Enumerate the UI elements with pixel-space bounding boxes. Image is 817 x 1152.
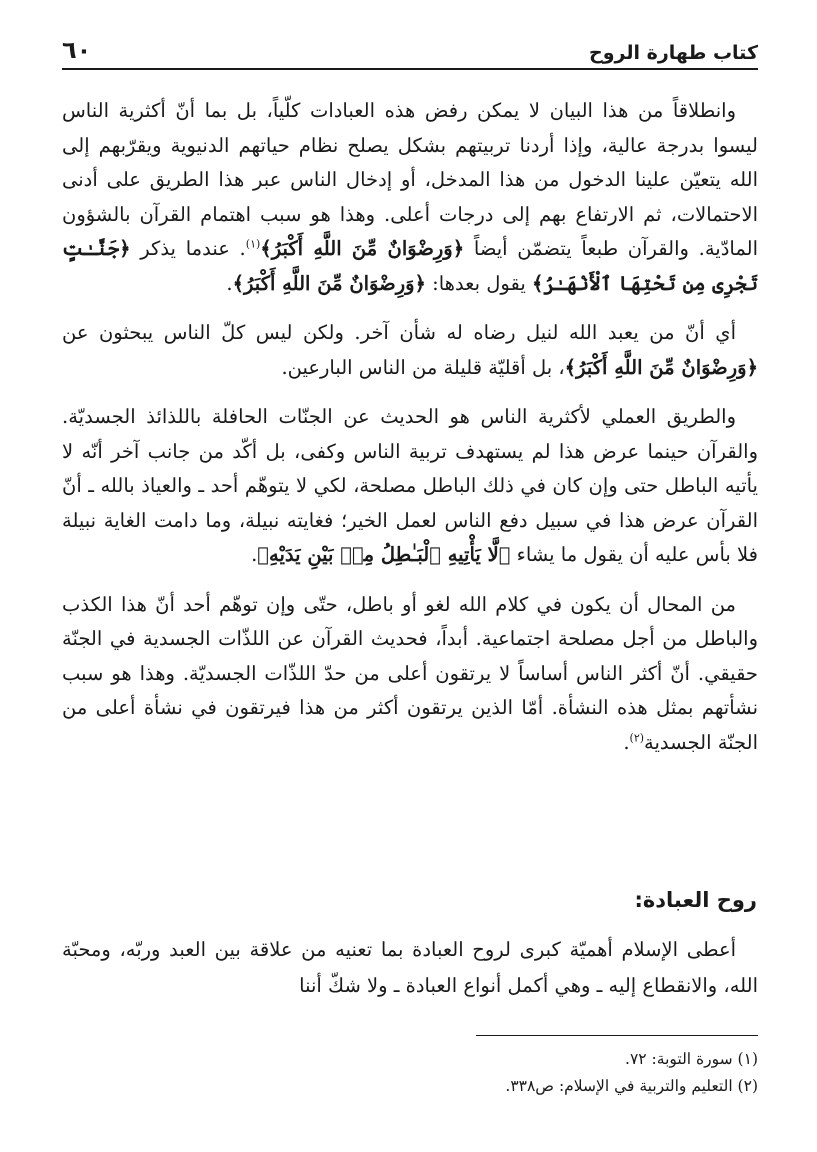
paragraph-text: وانطلاقاً من هذا البيان لا يمكن رفض هذه العبادات كلّياً، بل بما أنّ أكثرية الناس ليسوا بدرجة عالية، وإذا أردنا تربيتهم بشكل يصلح نظام حياتهم الدنيوية ويقرّبهم إلى الله يتعيّن علينا الدخول من هذا المدخل، أو إدخال الناس عبر هذا الطريق على أدنى الاحتمالات، ثم الارتفاع بهم إلى درجات أعلى. وهذا هو سبب اهتمام القرآن بالشؤون المادّية. والقرآن طبعاً يتضمّن أيضاً xyxy=(62,99,758,260)
footnote-2: (٢) التعليم والتربية في الإسلام: ص٣٣٨. xyxy=(505,1077,758,1095)
paragraph-text: والطريق العملي لأكثرية الناس هو الحديث عن الجنّات الحافلة باللذائذ الجسديّة. والقرآن حينما عرض هذا لم يستهدف تربية الناس وكفى، بل أكّد من جانب آخر أنّه لا يأتيه الباطل حتى وإن كان في ذلك الباطل مصلحة، لكي لا يتوهّم أحد ـ والعياذ بالله ـ أنّ القرآن عرض هذا في سبيل دفع الناس لعمل الخير؛ فغايته نبيلة، وما دامت الغاية نبيلة فلا بأس عليه أن يقول ما يشاء xyxy=(62,405,758,566)
quran-quote: ﴿وَرِضْوَانٌ مِّنَ اللَّهِ أَكْبَرُ﴾ xyxy=(260,237,465,260)
running-title: كتاب طهارة الروح xyxy=(589,42,758,64)
footnote-divider xyxy=(476,1035,758,1036)
paragraph-text: يقول بعدها: xyxy=(432,271,526,295)
paragraph-text: ، بل أقليّة قليلة من الناس البارعين. xyxy=(281,355,565,379)
quran-quote: ﴿وَرِضْوَانٌ مِّنَ اللَّهِ أَكْبَرُ﴾ xyxy=(564,355,758,379)
paragraph-4 xyxy=(62,588,758,761)
paragraph-text: . xyxy=(226,271,233,295)
paragraph-text: . عندما يذكر xyxy=(140,237,246,260)
quran-quote: ﴿جَنَّـٰتٍ تَجْرِى مِن تَحْتِهَا ٱلْأَنْهَـٰرُ﴾ xyxy=(62,237,758,295)
paragraph-text: . xyxy=(623,730,630,754)
paragraph-1 xyxy=(62,94,758,301)
footnote-ref: (٢) xyxy=(629,731,645,744)
quran-quote: ﴿وَرِضْوَانٌ مِّنَ اللَّهِ أَكْبَرُ﴾ xyxy=(232,271,426,295)
footnotes xyxy=(62,1046,758,1100)
main-text xyxy=(62,94,758,775)
section-text xyxy=(62,932,758,1004)
page-number: ٦٠ xyxy=(62,36,92,64)
footnote-ref: (١) xyxy=(245,237,261,251)
paragraph-5: أعطى الإسلام أهميّة كبرى لروح العبادة بما تعنيه من علاقة بين العبد وربّه، ومحبّة الله، والانقطاع إليه ـ وهي أكمل أنواع العبادة ـ ولا شكّ أننا xyxy=(62,938,758,997)
page-header xyxy=(62,28,758,70)
section-heading: روح العبادة: xyxy=(634,888,757,912)
paragraph-3 xyxy=(62,400,758,573)
paragraph-2 xyxy=(62,316,758,385)
quran-quote: ﴿لَّا يَأْتِيهِ ٱلْبَـٰطِلُ مِنۢ بَيْنِ يَدَيْهِ﴾ xyxy=(257,543,511,566)
paragraph-text: من المحال أن يكون في كلام الله لغو أو باطل، حتّى وإن توهّم أحد أنّ هذا الكذب والباطل من أجل مصلحة اجتماعية. أبداً، فحديث القرآن عن اللذّات الجسدية في الجنّة حقيقي. أنّ أكثر الناس أساساً لا يرتقون أعلى من حدّ اللذّات الجسديّة. وهذا هو سبب نشأتهم بمثل هذه النشأة. أمّا الذين يرتقون أكثر من هذا فيرتقون في نشأة أعلى من الجنّة الجسدية xyxy=(62,592,758,754)
paragraph-text: أي أنّ من يعبد الله لنيل رضاه له شأن آخر. ولكن ليس كلّ الناس يبحثون عن xyxy=(62,321,736,344)
footnote-1: (١) سورة التوبة: ٧٢. xyxy=(625,1050,758,1068)
paragraph-text: . xyxy=(251,543,258,566)
